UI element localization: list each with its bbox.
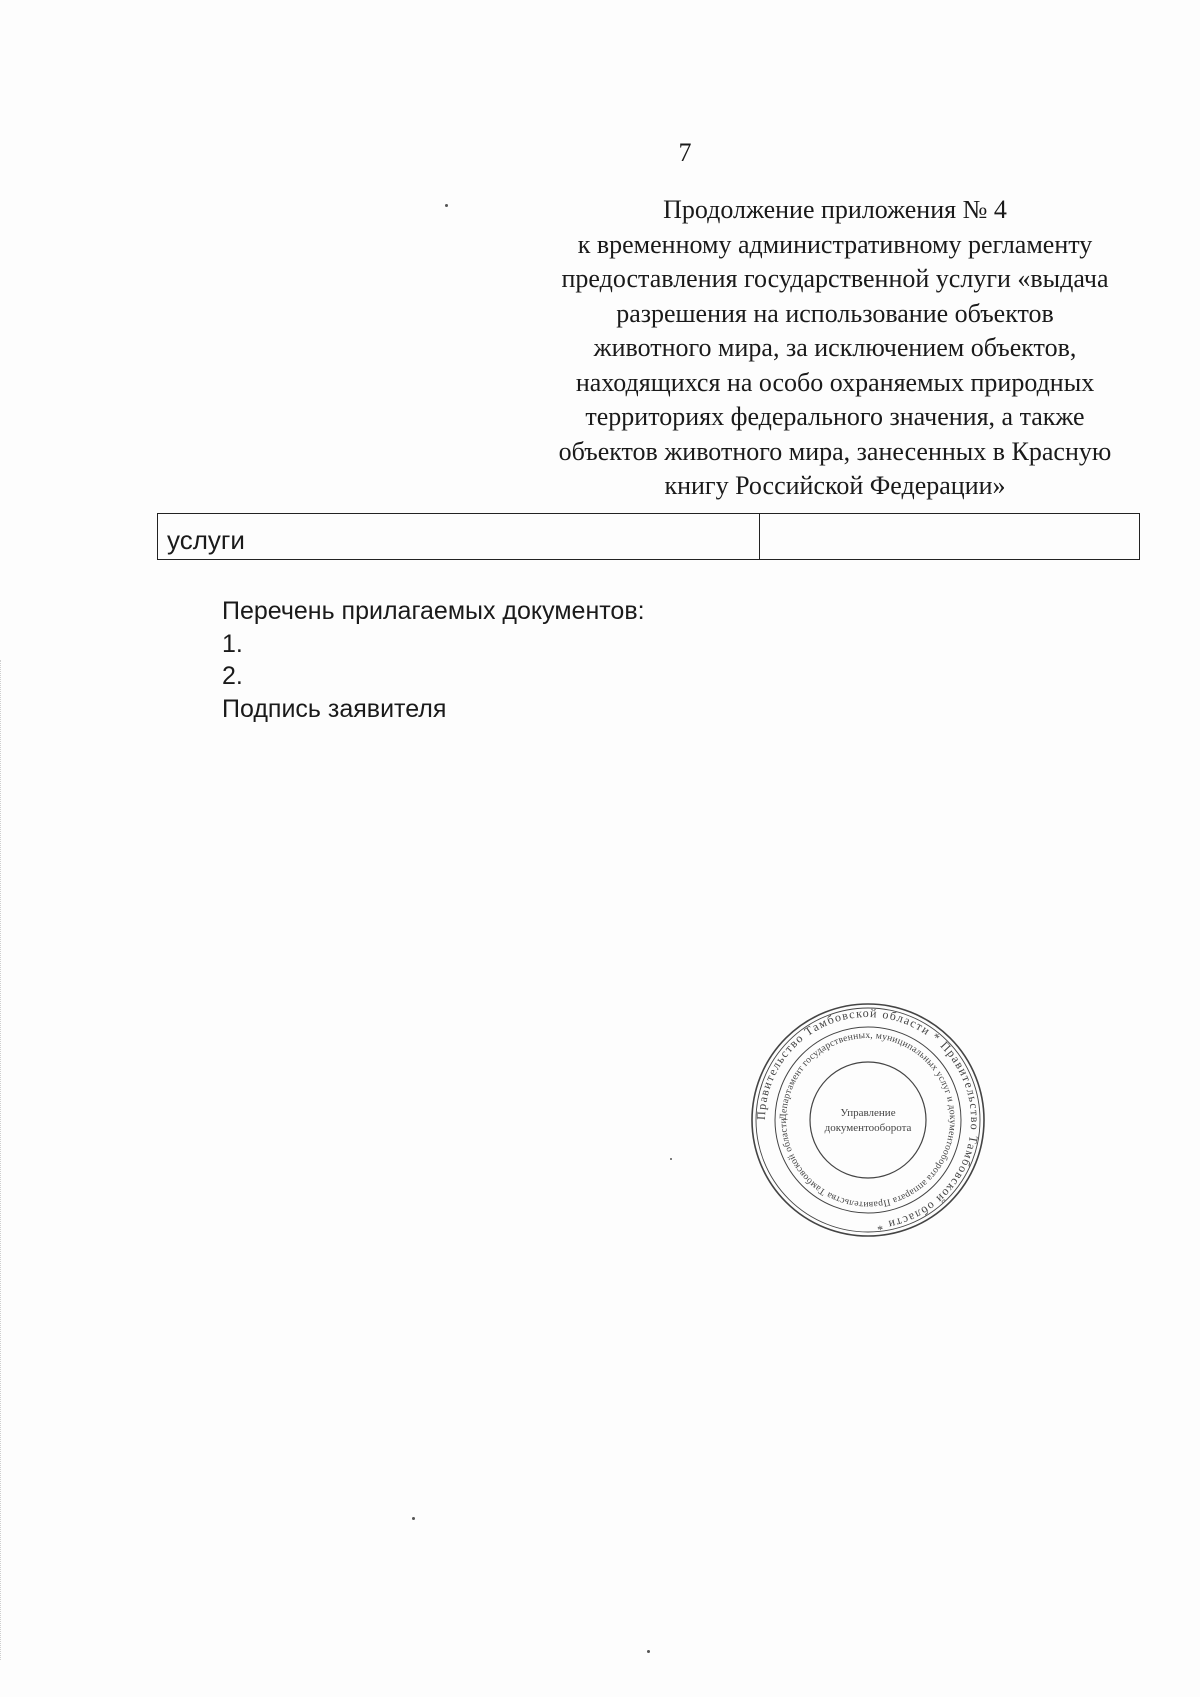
header-line: находящихся на особо охраняемых природных bbox=[575, 367, 1095, 397]
stamp-inner-ring bbox=[810, 1062, 926, 1178]
page-number: 7 bbox=[678, 138, 692, 167]
documents-heading: Перечень прилагаемых документов: bbox=[222, 597, 645, 625]
scan-edge bbox=[0, 660, 5, 1660]
header-line: разрешения на использование объектов bbox=[616, 298, 1054, 328]
signature-label: Подпись заявителя bbox=[222, 694, 447, 723]
stamp-middle-textpath: Департамент государственных, муниципальных услуг и документооборота аппарата Правительства Тамбовской области bbox=[777, 1029, 959, 1211]
documents-list bbox=[222, 595, 645, 725]
service-cell-value bbox=[760, 514, 1140, 560]
stamp-middle-text bbox=[778, 1030, 958, 1210]
header-line: предоставления государственной услуги «выдача bbox=[561, 264, 1109, 293]
header-line: книгу Российской Федерации» bbox=[664, 471, 1006, 500]
stamp-center-line: Управление bbox=[840, 1107, 896, 1119]
stamp-middle-ring bbox=[775, 1027, 961, 1213]
service-table bbox=[157, 513, 1140, 560]
header-line: животного мира, за исключением объектов, bbox=[593, 333, 1077, 362]
table-row bbox=[158, 514, 1140, 560]
header-line: объектов животного мира, занесенных в Красную bbox=[558, 436, 1112, 466]
scan-speck bbox=[445, 204, 448, 207]
service-cell-label: услуги bbox=[158, 514, 760, 560]
header-line: территориях федерального значения, а также bbox=[585, 402, 1085, 431]
appendix-header bbox=[525, 193, 1145, 504]
scan-speck bbox=[412, 1517, 415, 1520]
stamp-outer-textpath: Правительство Тамбовской области * Правительство Тамбовской области * bbox=[753, 1005, 983, 1234]
header-line: Продолжение приложения № 4 bbox=[663, 195, 1007, 224]
list-item: 1. bbox=[222, 629, 243, 658]
header-line: к временному административному регламенту bbox=[577, 229, 1093, 259]
list-item: 2. bbox=[222, 662, 243, 690]
scan-speck bbox=[647, 1650, 650, 1653]
scan-speck bbox=[670, 1158, 672, 1160]
official-stamp bbox=[748, 1000, 988, 1240]
stamp-center-line: документооборота bbox=[824, 1122, 912, 1134]
